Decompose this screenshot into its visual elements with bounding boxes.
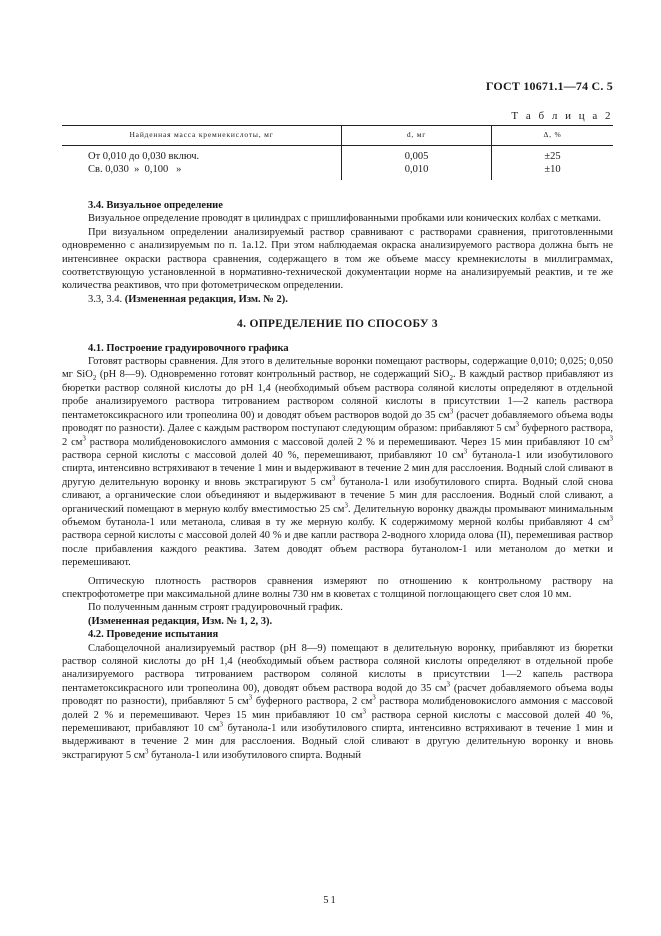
table-cell: 0,005 [342, 146, 492, 164]
revision-note [62, 293, 613, 306]
table-cell: Св. 0,030 » 0,100 » [62, 164, 342, 181]
table-cell: ±10 [544, 163, 561, 175]
paragraph: По полученным данным строят градуировочный график. [88, 602, 343, 614]
table-caption: Т а б л и ц а 2 [511, 110, 613, 122]
table-header-row [62, 126, 613, 146]
paragraph: При визуальном определении анализируемый раствор сравнивают с растворами сравнения, приготовленными одновременно с анализируемым по п. 1а.12. При этом наблюдаемая окраска анализируемого раствора должна быть не интенсивнее окраски раствора сравнения, содержащего в том же объеме массу кремнекислоты в миллиграммах, соответствующую установленной в нормативно-технической документации норме на анализируемый реактив, и те же количества реактивов, что при фотометрическом определении. [62, 226, 613, 292]
column-header-delta: Δ, % [492, 126, 614, 146]
section-heading-4-2: 4.2. Проведение испытания [88, 629, 219, 641]
page-number: 51 [323, 895, 338, 906]
table-cell: 0,010 [342, 164, 492, 181]
column-header-mass: Найденная масса кремнекислоты, мг [62, 126, 342, 146]
document-body [62, 199, 613, 762]
paragraph: Готовят растворы сравнения. Для этого в делительные воронки помещают растворы, содержащие 0,010; 0,025; 0,050 мг SiO$_2$ (pH 8—9). Одновременно готовят контрольный раствор, не содержащий SiO$_2$. В каждый раствор прибавляют из бюретки раствор соляной кислоты до pH 1,4 (необходимый объем раствора соляной кислоты определяют в отдельной пробе анализируемого раствора титрованием раствором соляной кислоты в присутствии 1—2 капель раствора пентаметоксикрасного или тропеолина 00) и доводят объем растворов водой до 35 $см^3$ (расчет добавляемого объема воды проводят по разности). Далее с каждым раствором поступают следующим образом: прибавляют 5 $см^3$ буферного раствора, 2 $см^3$ раствора молибденовокислого аммония с массовой долей 2 % и перемешивают. Через 15 мин прибавляют 10 $см^3$ раствора серной кислоты с массовой долей 40 %, перемешивают, прибавляют 10 $см^3$ бутанола-1 или изобутилового спирта, интенсивно встряхивают в течение 1 мин и выдерживают в течение 2 мин для расслоения. Водный слой сливают в другую делительную воронку и вновь экстрагируют 5 $см^3$ бутанола-1 или изобутилового спирта. Водный слой снова сливают, а органические слои объединяют и выдерживают в течение 5 мин для расслоения. Водный слой сливают, а органический помещают в мерную колбу вместимостью 25 $см^3$. Делительную воронку дважды промывают минимальным объемом бутанола-1 или метанола, сливая в ту же мерную колбу. К содержимому мерной колбы прибавляют 4 $см^3$ раствора серной кислоты с массовой долей 40 % и две капли раствора 2-водного хлорида олова (II), перемешивая раствор после прибавления каждого реактива. Затем доводят объем раствора бутанолом-1 или метанолом до метки и перемешивают. [62, 356, 614, 569]
paragraph: Слабощелочной анализируемый раствор (pH 8—9) помещают в делительную воронку, прибавляют из бюретки раствор соляной кислоты до pH 1,4 (необходимый объем раствора соляной кислоты определяют в отдельной пробе анализируемого раствора титрованием раствором соляной кислоты в присутствии 1—2 капель раствора пентаметоксикрасного или тропеолина 00), доводят объем раствора водой до 35 $см^3$ (расчет добавляемого объема воды проводят по разности), прибавляют 5 $см^3$ буферного раствора, 2 $см^3$ раствора молибденовокислого аммония с массовой долей 2 % и перемешивают. Через 15 мин прибавляют 10 $см^3$ раствора серной кислоты с массовой долей 40 %, перемешивают, прибавляют 10 $см^3$ бутанола-1 или изобутилового спирта, интенсивно встряхивают в течение 1 мин и выдерживают в течение 2 мин для расслоения. Водный слой сливают в другую делительную воронку и вновь экстрагируют 5 $см^3$ бутанола-1 или изобутилового спирта. Водный [62, 642, 614, 761]
accuracy-table [62, 125, 613, 180]
paragraph: Оптическую плотность растворов сравнения измеряют по отношению к контрольному раствору на спектрофотометре при максимальной длине волны 730 нм в кюветах с толщиной поглощающего свет слоя 10 мм. [62, 575, 613, 600]
document-header: ГОСТ 10671.1—74 С. 5 [485, 79, 613, 93]
revision-text: (Измененная редакция, Изм. № 2). [124, 293, 288, 305]
paragraph: Визуальное определение проводят в цилиндрах с пришлифованными пробками или конических колбах с метками. [88, 213, 602, 225]
table-cell: ±25 [544, 151, 561, 162]
table-cell: От 0,010 до 0,030 включ. [62, 146, 342, 164]
revision-note: (Измененная редакция, Изм. № 1, 2, 3). [88, 615, 273, 627]
table-row [62, 164, 613, 181]
section-heading-3-4: 3.4. Визуальное определение [88, 200, 223, 211]
section-title-4: 4. ОПРЕДЕЛЕНИЕ ПО СПОСОБУ 3 [237, 318, 438, 331]
column-header-d: d, мг [342, 126, 492, 146]
table-row [62, 146, 613, 164]
section-heading-4-1: 4.1. Построение градуировочного графика [88, 342, 289, 354]
revision-prefix: 3.3, 3.4. [88, 293, 125, 305]
